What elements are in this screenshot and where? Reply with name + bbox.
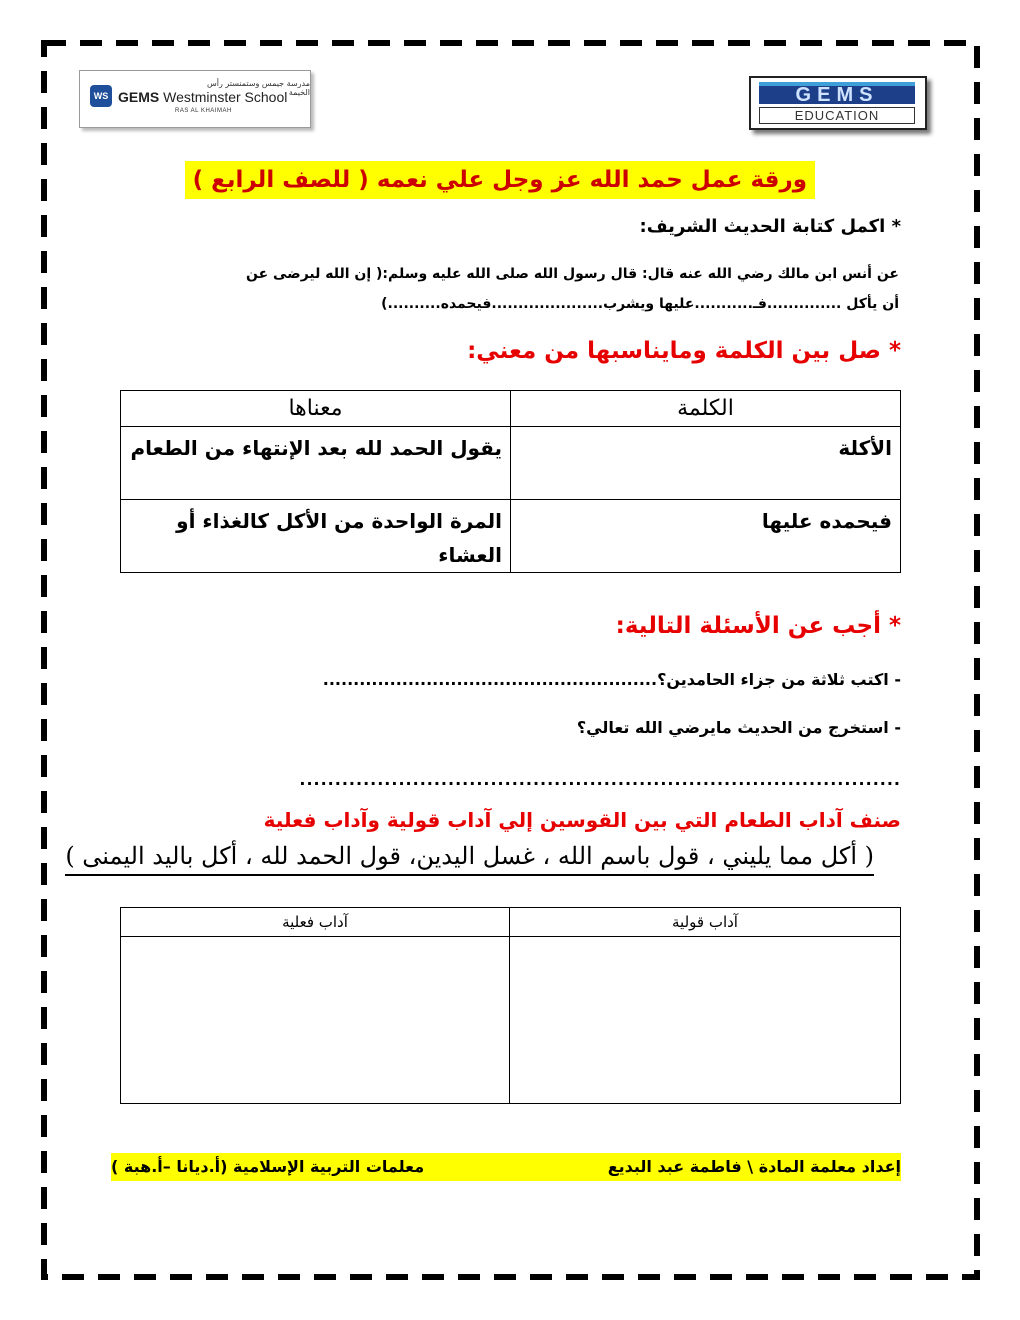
questions-heading: * أجب عن الأسئلة التالية: (615, 613, 901, 639)
table-row (121, 427, 901, 500)
table-row (121, 500, 901, 573)
match-table (120, 390, 901, 573)
hadith-line-1: عن أنس ابن مالك رضي الله عنه قال: قال رسول الله صلى الله عليه وسلم:( إن الله ليرضى عن (245, 266, 899, 282)
match-heading: * صل بين الكلمة ومايناسبها من معني: (467, 338, 901, 364)
match-word: الأكلة (511, 427, 901, 500)
teachers-names: معلمات التربية الإسلامية (أ.ديانا –أ.هبة ) (111, 1157, 425, 1176)
manners-list: ( أكل مما يليني ، قول باسم الله ، غسل اليدين، قول الحمد لله ، أكل باليد اليمنى ) (65, 842, 874, 876)
verbal-answer-cell[interactable] (510, 937, 901, 1104)
school-arabic-name: مدرسة جيمس وستمنستر رأس الخيمة (207, 79, 310, 97)
classify-table (120, 907, 901, 1104)
school-city: RAS AL KHAIMAH (175, 108, 232, 114)
hadith-question-heading: * اكمل كتابة الحديث الشريف: (639, 216, 901, 237)
page-title: ورقة عمل حمد الله عز وجل علي نعمه ( للصف الرابع ) (185, 161, 815, 199)
school-name: GEMS Westminster School (118, 89, 288, 105)
match-meaning: المرة الواحدة من الأكل كالغذاء أو العشاء (121, 500, 511, 573)
prepared-by: إعداد معلمة المادة \ فاطمة عبد البديع (607, 1157, 901, 1176)
actual-answer-cell[interactable] (121, 937, 510, 1104)
question-extract: - استخرج من الحديث مايرضي الله تعالي؟ (576, 718, 901, 737)
footer-credits (111, 1153, 901, 1181)
table-row (121, 937, 901, 1104)
question-rewards: - اكتب ثلاثة من جزاء الحامدين؟....................................................... (322, 670, 901, 689)
hadith-line-2: أن يأكل ..............فـ...........عليها ويشرب.....................فيحمده..........) (381, 296, 899, 312)
school-logo (79, 70, 311, 128)
gems-education-text: EDUCATION (759, 107, 915, 124)
col-actual-manners: آداب فعلية (121, 908, 510, 937)
col-verbal-manners: آداب قولية (510, 908, 901, 937)
gems-wordmark (759, 82, 915, 104)
gems-education-logo (749, 76, 927, 130)
classify-heading: صنف آداب الطعام التي بين القوسين إلي آداب قولية وآداب فعلية (263, 808, 901, 832)
match-col-word: الكلمة (511, 391, 901, 427)
school-badge: WS (90, 85, 112, 107)
match-col-meaning: معناها (121, 391, 511, 427)
answer-dotted-line: ..................................................................................... (299, 770, 901, 789)
match-word: فيحمده عليها (511, 500, 901, 573)
svg-text:GEMS: GEMS (795, 84, 879, 104)
match-meaning: يقول الحمد لله بعد الإنتهاء من الطعام (121, 427, 511, 500)
